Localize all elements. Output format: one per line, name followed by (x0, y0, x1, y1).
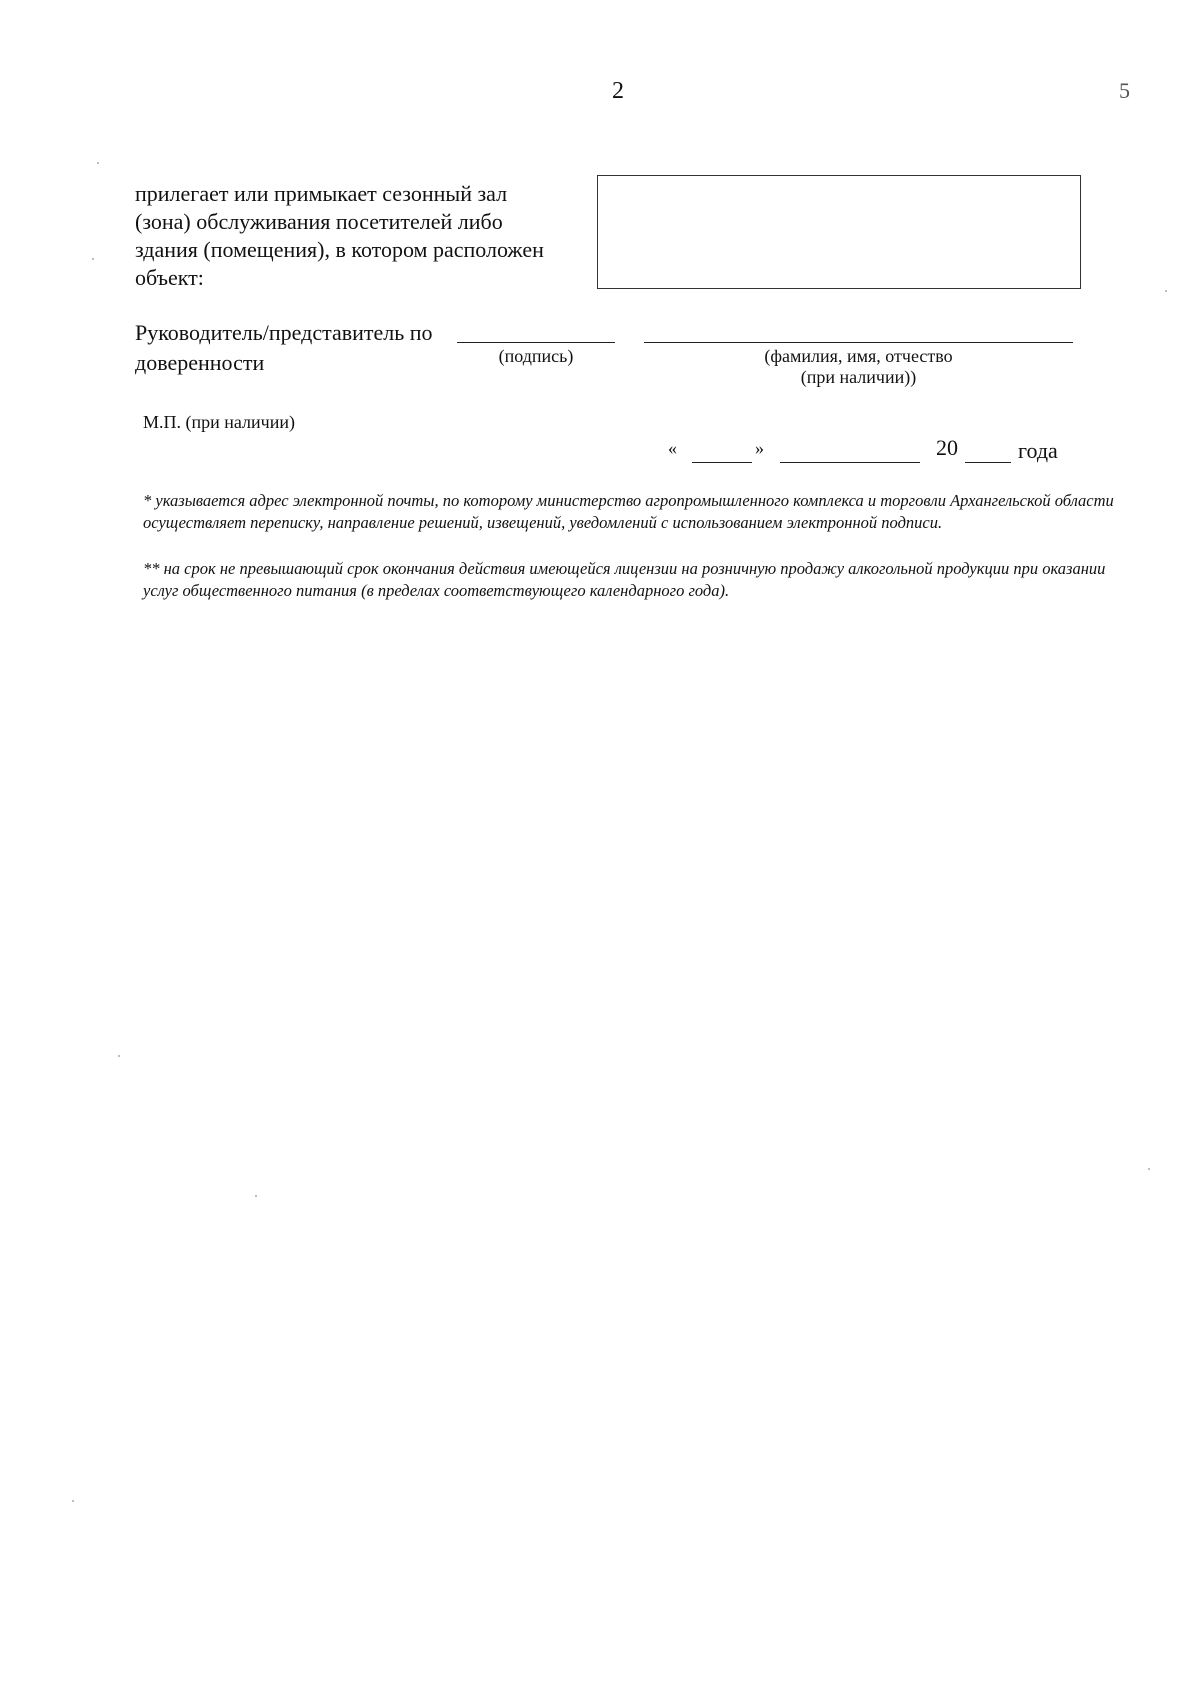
address-field-box[interactable] (597, 175, 1081, 289)
scan-speck (72, 1500, 74, 1502)
footnote-term: ** на срок не превышающий срок окончания действия имеющейся лицензии на розничную продажу алкогольной продукции при оказании услуг общественного питания (в пределах соответствующего календарного года). (143, 559, 1106, 600)
date-year-prefix: 20 (936, 435, 958, 460)
scan-speck (97, 162, 99, 164)
footnote-email: * указывается адрес электронной почты, по которому министерство агропромышленного комплекса и торговли Архангельской области осуществляет переписку, направление решений, извещений, уведомлений с использованием электронной подписи. (143, 491, 1114, 532)
date-day-line[interactable] (692, 462, 752, 463)
address-field-label: прилегает или примыкает сезонный зал (зона) обслуживания посетителей либо здания (помещения), в котором расположен объект: (135, 181, 544, 290)
full-name-caption-line1: (фамилия, имя, отчество (764, 346, 953, 366)
scan-speck (118, 1055, 120, 1057)
signature-line[interactable] (457, 342, 615, 343)
scan-speck (1148, 1168, 1150, 1170)
scan-speck (1165, 290, 1167, 292)
full-name-line[interactable] (644, 342, 1073, 343)
sheet-number: 5 (1119, 78, 1130, 103)
stamp-label: М.П. (при наличии) (143, 412, 295, 432)
scan-speck (92, 258, 94, 260)
date-close-quote: » (755, 438, 764, 458)
full-name-caption-line2: (при наличии)) (800, 367, 917, 387)
date-open-quote: « (668, 438, 677, 458)
signer-label: Руководитель/представитель по доверенности (135, 320, 433, 375)
date-year-suffix: года (1018, 438, 1058, 463)
date-year-line[interactable] (965, 462, 1011, 463)
signature-caption: (подпись) (498, 346, 574, 366)
date-month-line[interactable] (780, 462, 920, 463)
scan-speck (255, 1195, 257, 1197)
page-number: 2 (612, 78, 624, 104)
